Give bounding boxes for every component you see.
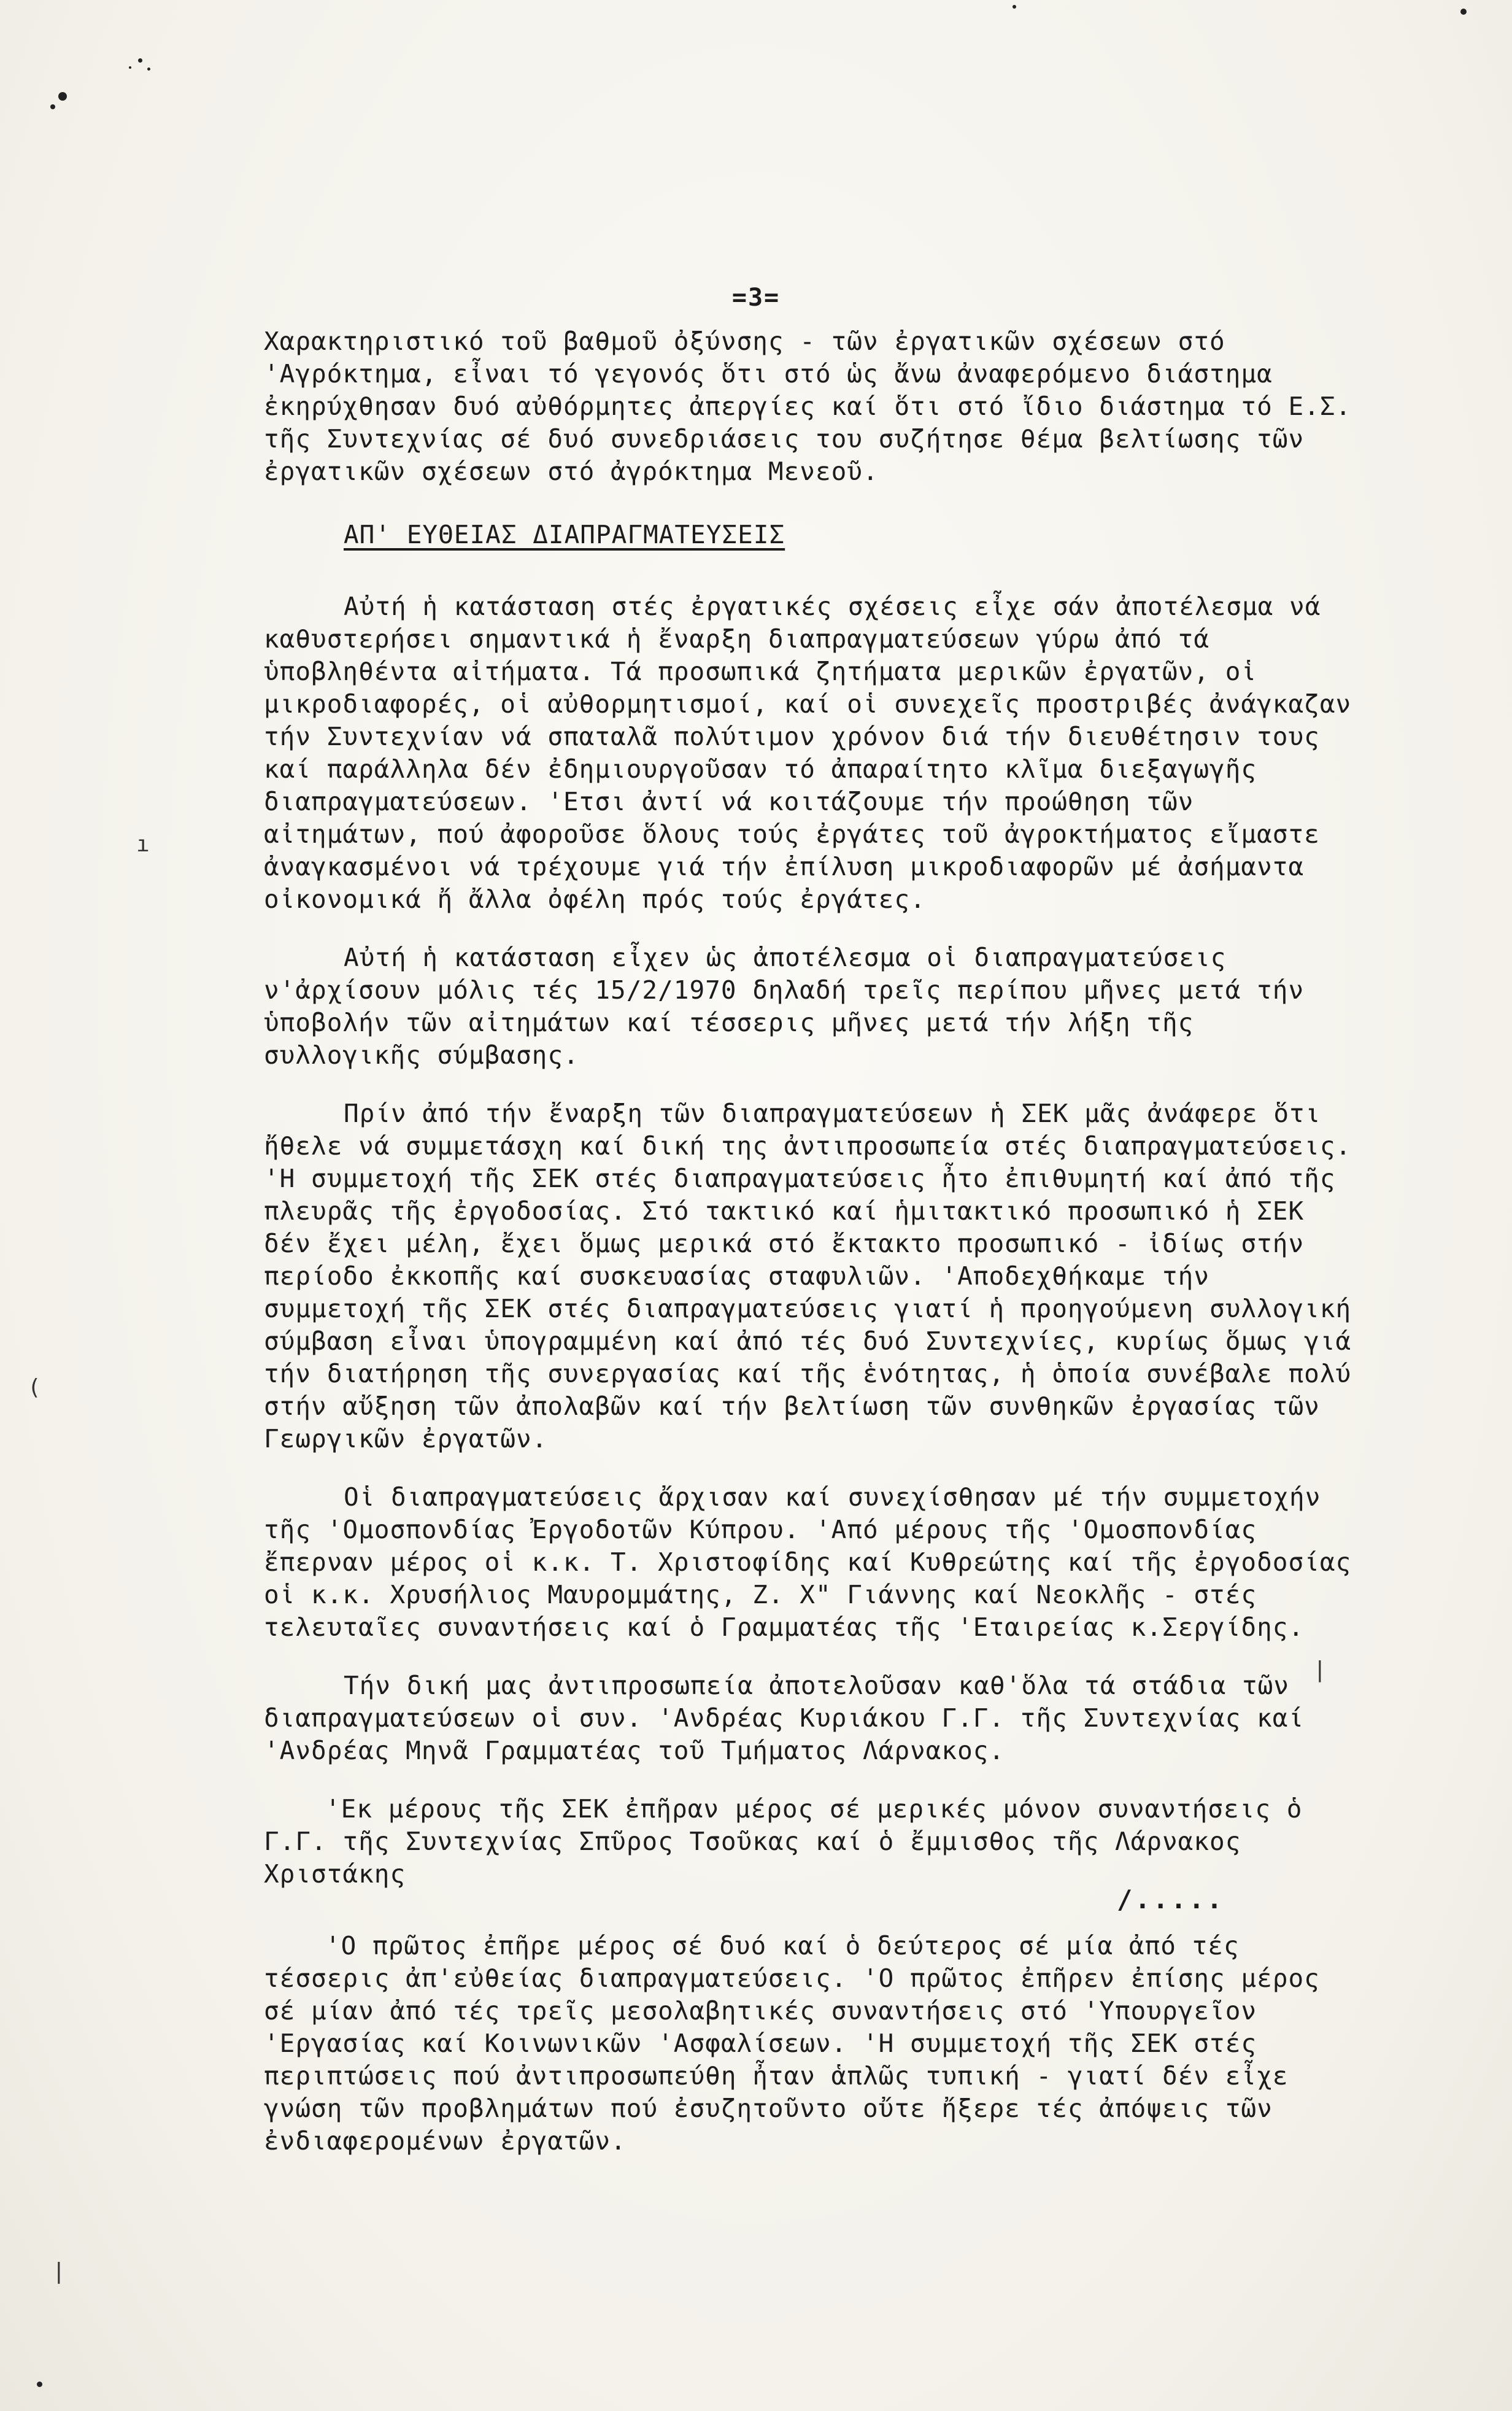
paragraph-sek-delegation: 'Εκ μέρους τῆς ΣΕΚ ἐπῆραν μέρος σέ μερικές μόνον συναντήσεις ὁ Γ.Γ. τῆς Συντεχνίας Σπῦρος Τσοῦκας καί ὁ ἔμμισθος τῆς Λάρνακος Χριστάκης: [264, 1794, 1303, 1889]
paragraph-intro: Χαρακτηριστικό τοῦ βαθμοῦ ὀξύνσης - τῶν ἐργατικῶν σχέσεων στό 'Αγρόκτημα, εἶναι τό γεγονός ὅτι στό ὡς ἄνω ἀναφερόμενο διάστημα ἐκηρύχθησαν δυό αὐθόρμητες ἀπεργίες καί ὅτι στό ἴδιο διάστημα τό Ε.Σ. τῆς Συντεχνίας σέ δυό συνεδριάσεις του συζήτησε θέμα βελτίωσης τῶν ἐργατικῶν σχέσεων στό ἀγρόκτημα Μενεοῦ.: [264, 327, 1352, 486]
scan-speck: [50, 104, 55, 109]
paragraph-meetings: 'Ο πρῶτος ἐπῆρε μέρος σέ δυό καί ὁ δεύτερος σέ μία ἀπό τές τέσσερις ἀπ'εὐθείας διαπραγματεύσεις. 'Ο πρῶτος ἐπῆρεν ἐπίσης μέρος σέ μίαν ἀπό τές τρεῖς μεσολαβητικές συναντήσεις στό 'Υπουργεῖον 'Εργασίας καί Κοινωνικῶν 'Ασφαλίσεων. 'Η συμμετοχή τῆς ΣΕΚ στές περιπτώσεις πού ἀντιπροσωπεύθη ἦταν ἁπλῶς τυπική - γιατί δέν εἶχε γνώση τῶν προβλημάτων πού ἐσυζητοῦντο οὔτε ἤξερε τές ἀπόψεις τῶν ἐνδιαφερομένων ἐργατῶν.: [264, 1931, 1320, 2156]
scan-speck: [147, 68, 150, 71]
scan-speck: [1012, 5, 1016, 9]
margin-mark: |: [1313, 1657, 1327, 1682]
paragraph-federation: Οἱ διαπραγματεύσεις ἄρχισαν καί συνεχίσθησαν μέ τήν συμμετοχήν τῆς 'Ομοσπονδίας Ἐργοδοτῶν Κύπρου. 'Από μέρους τῆς 'Ομοσπονδίας ἔπερναν μέρος οἱ κ.κ. Τ. Χριστοφίδης καί Κυθρεώτης καί τῆς ἐργοδοσίας οἱ κ.κ. Χρυσήλιος Μαυρομμάτης, Ζ. Χ" Γιάννης καί Νεοκλῆς - στές τελευταῖες συναντήσεις καί ὁ Γραμματέας τῆς 'Εταιρείας κ.Σεργίδης.: [264, 1482, 1352, 1642]
margin-mark: |: [52, 2259, 66, 2284]
page-number: =3=: [731, 284, 781, 312]
continuation-mark: /.....: [1117, 1884, 1225, 1914]
section-heading: ΑΠ' ΕΥΘΕΙΑΣ ΔΙΑΠΡΑΓΜΑΤΕΥΣΕΙΣ: [344, 520, 785, 549]
scan-speck: [37, 2382, 42, 2387]
scan-speck: [58, 92, 67, 101]
margin-mark: ı: [136, 832, 150, 857]
paragraph-sek-participation: Πρίν ἀπό τήν ἔναρξη τῶν διαπραγματεύσεων ἡ ΣΕΚ μᾶς ἀνάφερε ὅτι ἤθελε νά συμμετάσχη καί δική της ἀντιπροσωπεία στές διαπραγματεύσεις. 'Η συμμετοχή τῆς ΣΕΚ στές διαπραγματεύσεις ἦτο ἐπιθυμητή καί ἀπό τῆς πλευρᾶς τῆς ἐργοδοσίας. Στό τακτικό καί ἡμιτακτικό προσωπικό ἡ ΣΕΚ δέν ἔχει μέλη, ἔχει ὅμως μερικά στό ἔκτακτο προσωπικό - ἰδίως στήν περίοδο ἐκκοπῆς καί συσκευασίας σταφυλιῶν. 'Αποδεχθήκαμε τήν συμμετοχή τῆς ΣΕΚ στές διαπραγματεύσεις γιατί ἡ προηγούμενη συλλογική σύμβαση εἶναι ὑπογραμμένη καί ἀπό τές δυό Συντεχνίες, κυρίως ὅμως γιά τήν διατήρηση τῆς συνεργασίας καί τῆς ἑνότητας, ἡ ὁποία συνέβαλε πολύ στήν αὔξηση τῶν ἀπολαβῶν καί τήν βελτίωση τῶν συνθηκῶν ἐργασίας τῶν Γεωργικῶν ἐργατῶν.: [264, 1099, 1352, 1453]
paragraph-start-date: Αὐτή ἡ κατάσταση εἶχεν ὡς ἀποτέλεσμα οἱ διαπραγματεύσεις ν'ἀρχίσουν μόλις τές 15/2/1970 δηλαδή τρεῖς περίπου μῆνες μετά τήν ὑποβολήν τῶν αἰτημάτων καί τέσσερις μῆνες μετά τήν λήξη τῆς συλλογικῆς σύμβασης.: [264, 943, 1305, 1070]
document-body: [264, 325, 1356, 2158]
margin-mark: (: [28, 1375, 41, 1400]
paragraph-situation: Αὐτή ἡ κατάσταση στές ἐργατικές σχέσεις εἶχε σάν ἀποτέλεσμα νά καθυστερήσει σημαντικά ἡ ἔναρξη διαπραγματεύσεων γύρω ἀπό τά ὑποβληθέντα αἰτήματα. Τά προσωπικά ζητήματα μερικῶν ἐργατῶν, οἱ μικροδιαφορές, οἱ αὐθορμητισμοί, καί οἱ συνεχεῖς προστριβές ἀνάγκαζαν τήν Συντεχνίαν νά σπαταλᾶ πολύτιμον χρόνον διά τήν διευθέτησιν τους καί παράλληλα δέν ἐδημιουργοῦσαν τό ἀπαραίτητο κλῖμα διεξαγωγῆς διαπραγματεύσεων. 'Ετσι ἀντί νά κοιτάζουμε τήν προώθηση τῶν αἰτημάτων, πού ἀφοροῦσε ὅλους τούς ἐργάτες τοῦ ἀγροκτήματος εἴμαστε ἀναγκασμένοι νά τρέχουμε γιά τήν ἐπίλυση μικροδιαφορῶν μέ ἀσήμαντα οἰκονομικά ἤ ἄλλα ὀφέλη πρός τούς ἐργάτες.: [264, 592, 1352, 914]
scan-speck: [138, 58, 142, 63]
paragraph-our-delegation: Τήν δική μας ἀντιπροσωπεία ἀποτελοῦσαν καθ'ὅλα τά στάδια τῶν διαπραγματεύσεων οἱ συν. 'Ανδρέας Κυριάκου Γ.Γ. τῆς Συντεχνίας καί 'Ανδρέας Μηνᾶ Γραμματέας τοῦ Τμήματος Λάρνακος.: [264, 1671, 1305, 1765]
scan-speck: [129, 66, 131, 69]
scan-speck: [1460, 9, 1467, 15]
